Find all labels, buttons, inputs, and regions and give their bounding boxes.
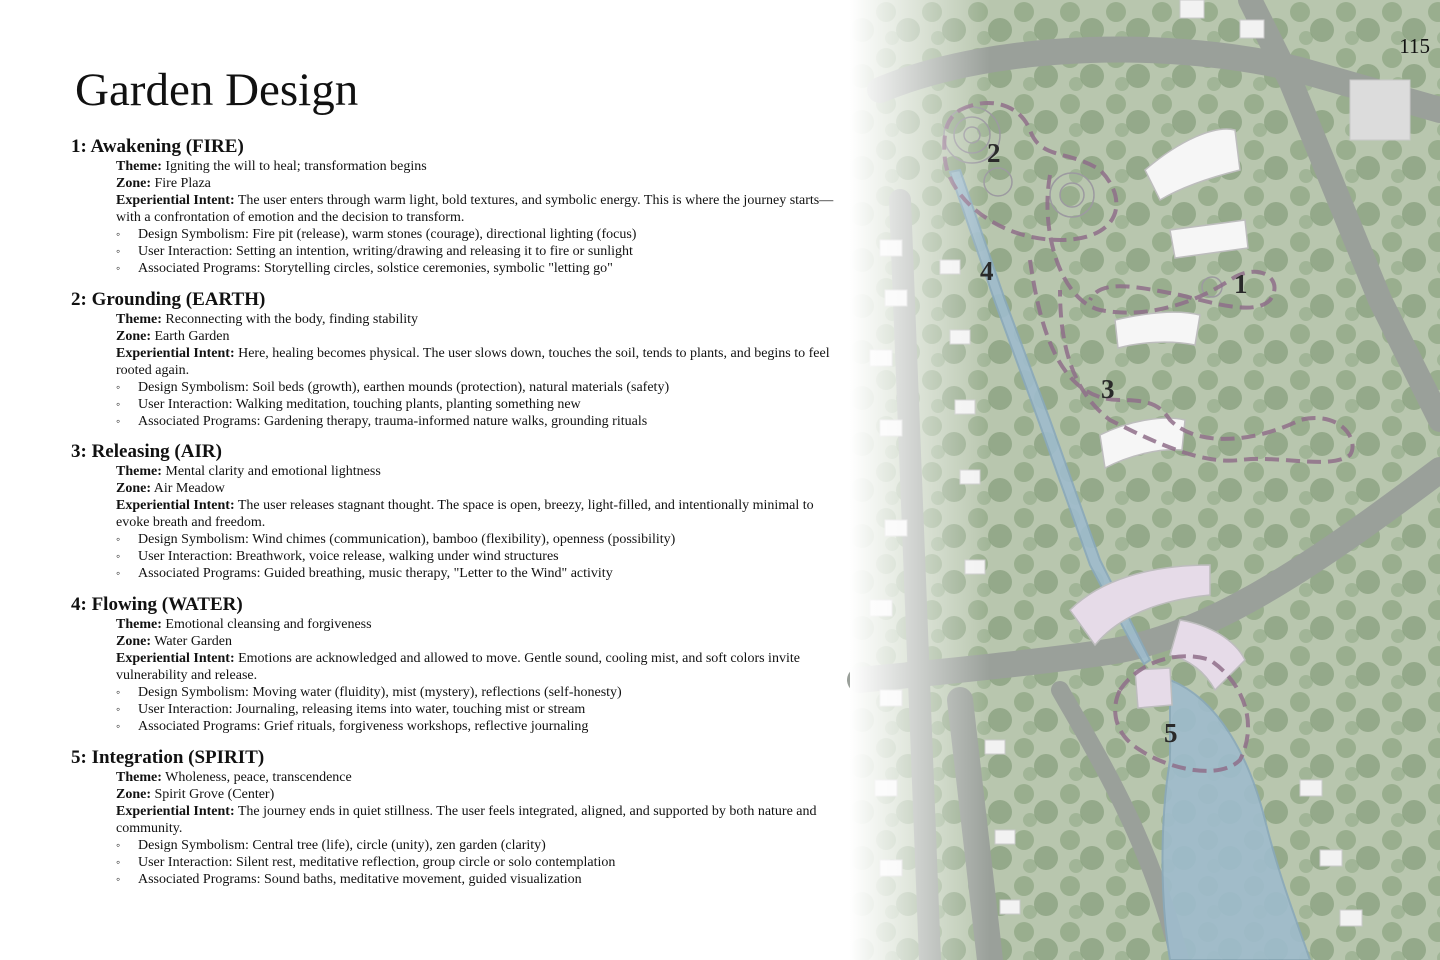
section-heading: 3: Releasing (AIR) xyxy=(71,441,222,462)
intent-row: Experiential Intent: The user enters through warm light, bold textures, and symbolic energy. This is where the journey starts—with a confrontation of emotion and the decision to transform. xyxy=(116,193,834,225)
theme-row: Theme: Emotional cleansing and forgiveness xyxy=(116,617,372,632)
bullet-item: ◦ User Interaction: Silent rest, meditative reflection, group circle or solo contemplation xyxy=(116,854,841,871)
bullet-item: ◦ Associated Programs: Gardening therapy, trauma-informed nature walks, grounding rituals xyxy=(116,413,841,430)
theme-row: Theme: Wholeness, peace, transcendence xyxy=(116,770,352,785)
intent-row: Experiential Intent: The journey ends in quiet stillness. The user feels integrated, aligned, and supported by both nature and community. xyxy=(116,804,817,836)
section-flowing xyxy=(71,594,841,735)
map-label-3: 3 xyxy=(1101,374,1115,404)
section-heading: 1: Awakening (FIRE) xyxy=(71,136,244,157)
bullet-item: ◦ Design Symbolism: Central tree (life), circle (unity), zen garden (clarity) xyxy=(116,837,841,854)
bullet-item: ◦ Associated Programs: Guided breathing, music therapy, "Letter to the Wind" activity xyxy=(116,565,841,582)
section-awakening xyxy=(71,136,841,277)
section-heading: 4: Flowing (WATER) xyxy=(71,594,243,615)
intent-row: Experiential Intent: Emotions are acknowledged and allowed to move. Gentle sound, cooling mist, and soft colors invite vulnerability and release. xyxy=(116,651,800,683)
section-body xyxy=(116,769,841,888)
section-integration xyxy=(71,747,841,888)
section-heading: 5: Integration (SPIRIT) xyxy=(71,747,265,768)
map-label-5: 5 xyxy=(1164,718,1178,748)
section-grounding xyxy=(71,289,841,430)
bullet-item: ◦ Design Symbolism: Moving water (fluidity), mist (mystery), reflections (self-honesty) xyxy=(116,684,841,701)
map-label-2: 2 xyxy=(987,138,1001,168)
zone-row: Zone: Water Garden xyxy=(116,634,233,649)
bullet-item: ◦ Design Symbolism: Wind chimes (communication), bamboo (flexibility), openness (possibility) xyxy=(116,531,841,548)
bullet-item: ◦ Associated Programs: Sound baths, meditative movement, guided visualization xyxy=(116,871,841,888)
bullet-item: ◦ Associated Programs: Grief rituals, forgiveness workshops, reflective journaling xyxy=(116,718,841,735)
intent-row: Experiential Intent: Here, healing becomes physical. The user slows down, touches the soil, tends to plants, and begins to feel rooted again. xyxy=(116,346,830,378)
bullet-item: ◦ Associated Programs: Storytelling circles, solstice ceremonies, symbolic "letting go" xyxy=(116,260,841,277)
map-label-4: 4 xyxy=(980,256,994,286)
section-body xyxy=(116,311,841,430)
section-body xyxy=(116,616,841,735)
bullet-item: ◦ User Interaction: Journaling, releasing items into water, touching mist or stream xyxy=(116,701,841,718)
section-body xyxy=(116,158,841,277)
section-releasing xyxy=(71,441,841,582)
section-heading: 2: Grounding (EARTH) xyxy=(71,289,266,310)
bullet-item: ◦ Design Symbolism: Fire pit (release), warm stones (courage), directional lighting (focus) xyxy=(116,226,841,243)
theme-row: Theme: Reconnecting with the body, finding stability xyxy=(116,312,418,327)
zone-row: Zone: Spirit Grove (Center) xyxy=(116,787,275,802)
zone-row: Zone: Air Meadow xyxy=(116,481,225,496)
bullet-item: ◦ User Interaction: Setting an intention, writing/drawing and releasing it to fire or sunlight xyxy=(116,243,841,260)
page-number: 115 xyxy=(1399,34,1430,58)
page-title: Garden Design xyxy=(75,64,359,116)
intent-row: Experiential Intent: The user releases stagnant thought. The space is open, breezy, light-filled, and intentionally minimal to evoke breath and freedom. xyxy=(116,498,814,530)
bullet-item: ◦ User Interaction: Walking meditation, touching plants, planting something new xyxy=(116,396,841,413)
zone-row: Zone: Fire Plaza xyxy=(116,176,211,191)
theme-row: Theme: Mental clarity and emotional lightness xyxy=(116,464,381,479)
bullet-item: ◦ Design Symbolism: Soil beds (growth), earthen mounds (protection), natural materials (safety) xyxy=(116,379,841,396)
map-label-1: 1 xyxy=(1234,269,1248,299)
bullet-item: ◦ User Interaction: Breathwork, voice release, walking under wind structures xyxy=(116,548,841,565)
theme-row: Theme: Igniting the will to heal; transformation begins xyxy=(116,159,427,174)
zone-row: Zone: Earth Garden xyxy=(116,329,230,344)
section-body xyxy=(116,463,841,582)
